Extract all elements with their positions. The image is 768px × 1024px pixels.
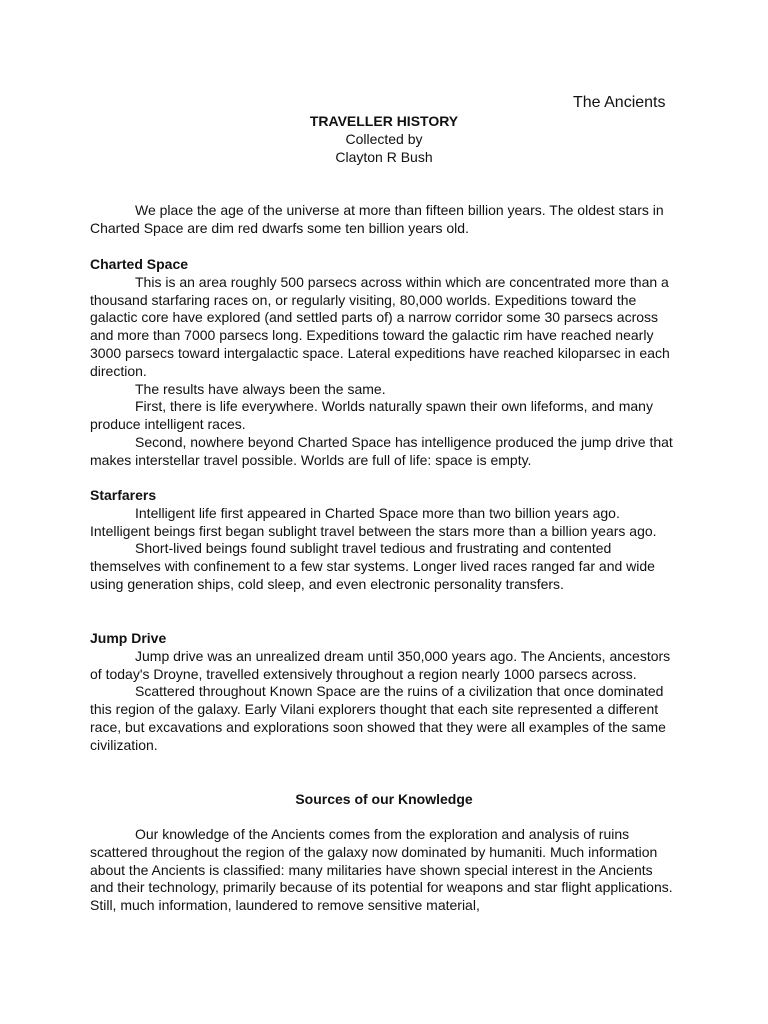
jump-drive-heading: Jump Drive xyxy=(90,630,167,646)
starfarers-paragraph-1: Intelligent life first appeared in Charted Space more than two billion years ago. Intelligent beings first began sublight travel between the stars more than a billion years ago. xyxy=(90,504,657,539)
intro-section xyxy=(90,202,678,238)
charted-space-paragraph-4: Second, nowhere beyond Charted Space has intelligence produced the jump drive that makes interstellar travel possible. Worlds are full of life: space is empty. xyxy=(90,433,673,468)
jump-drive-section xyxy=(90,630,678,755)
charted-space-section xyxy=(90,256,678,470)
intro-paragraph: We place the age of the universe at more than fifteen billion years. The oldest stars in Charted Space are dim red dwarfs some ten billion years old. xyxy=(90,202,664,236)
charted-space-paragraph-2: The results have always been the same. xyxy=(135,380,386,397)
starfarers-section xyxy=(90,487,678,594)
starfarers-heading: Starfarers xyxy=(90,487,157,503)
title-block xyxy=(90,112,678,166)
charted-space-paragraph-3: First, there is life everywhere. Worlds naturally spawn their own lifeforms, and many produce intelligent races. xyxy=(90,398,653,433)
sources-body xyxy=(90,826,678,915)
starfarers-paragraph-2: Short-lived beings found sublight travel tedious and frustrating and contented themselves with confinement to a few star systems. Longer lived races ranged far and wide using generation ships, cold sleep, and even electronic personality transfers. xyxy=(90,540,655,592)
author-name: Clayton R Bush xyxy=(335,149,433,165)
jump-drive-paragraph-1: Jump drive was an unrealized dream until 350,000 years ago. The Ancients, ancestors of today's Droyne, travelled extensively throughout a region nearly 1000 parsecs across. xyxy=(90,647,671,682)
section-header: The Ancients xyxy=(573,94,666,111)
sources-heading: Sources of our Knowledge xyxy=(295,791,473,807)
collected-by-line: Collected by xyxy=(345,131,423,147)
sources-section xyxy=(90,791,678,809)
charted-space-heading: Charted Space xyxy=(90,256,189,272)
document-title: TRAVELLER HISTORY xyxy=(309,113,459,129)
jump-drive-paragraph-2: Scattered throughout Known Space are the ruins of a civilization that once dominated this region of the galaxy. Early Vilani explorers thought that each site represented a different race, but excavations and explorations soon showed that they were all examples of the same civilization. xyxy=(90,683,666,753)
sources-paragraph-1: Our knowledge of the Ancients comes from the exploration and analysis of ruins scattered throughout the region of the galaxy now dominated by humaniti. Much information about the Ancients is classified: many militaries have shown special interest in the Ancients and their technology, primarily because of its potential for weapons and star flight applications. Still, much information, laundered to remove sensitive material, xyxy=(90,826,673,914)
charted-space-paragraph-1: This is an area roughly 500 parsecs across within which are concentrated more than a thousand starfaring races on, or regularly visiting, 80,000 worlds. Expeditions toward the galactic core have explored (and settled parts of) a narrow corridor some 30 parsecs across and more than 7000 parsecs long. Expeditions toward the galactic rim have reached nearly 3000 parsecs toward intergalactic space. Lateral expeditions have reached kiloparsec in each direction. xyxy=(90,273,670,379)
